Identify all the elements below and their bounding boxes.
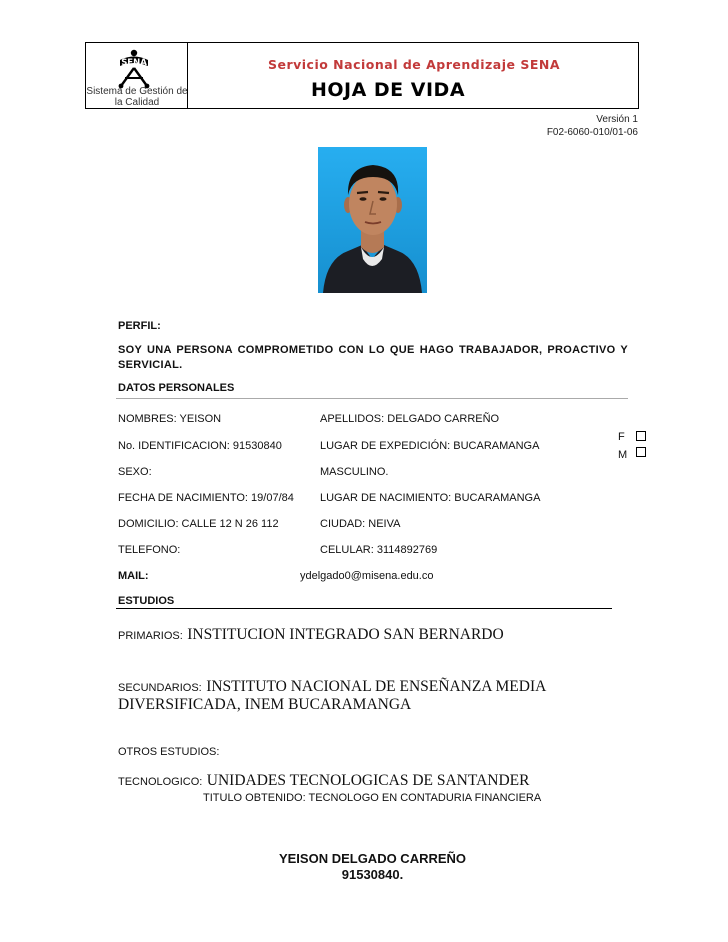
studies-rule <box>116 608 612 609</box>
field-mail-label: MAIL: <box>118 570 149 582</box>
personal-data-heading: DATOS PERSONALES <box>118 382 235 394</box>
studies-heading: ESTUDIOS <box>118 595 175 607</box>
secundarios-value-line2: DIVERSIFICADA, INEM BUCARAMANGA <box>118 696 412 713</box>
signature-id: 91530840. <box>341 867 404 882</box>
titulo-obtenido: TITULO OBTENIDO: TECNOLOGO EN CONTADURIA FINANCIERA <box>203 792 542 804</box>
document-title: HOJA DE VIDA <box>310 79 466 101</box>
field-ciudad: CIUDAD: NEIVA <box>320 518 401 530</box>
checkbox-mark-icon <box>641 452 646 457</box>
study-primarios <box>118 625 504 646</box>
secundarios-label: SECUNDARIOS: <box>118 682 202 694</box>
signature-name: YEISON DELGADO CARREÑO <box>278 851 467 866</box>
field-fecha-nacimiento: FECHA DE NACIMIENTO: 19/07/84 <box>118 492 294 504</box>
field-apellidos: APELLIDOS: DELGADO CARREÑO <box>320 413 500 425</box>
sena-logo-icon <box>111 49 157 89</box>
quality-system-label: Sistema de Gestión de la Calidad <box>86 86 188 108</box>
version-label: Versión 1 <box>596 114 638 125</box>
field-lugar-expedicion: LUGAR DE EXPEDICIÓN: BUCARAMANGA <box>320 440 540 452</box>
profile-photo <box>318 147 427 293</box>
profile-label: PERFIL: <box>118 320 161 332</box>
field-sexo-label: SEXO: <box>118 466 152 478</box>
field-lugar-nacimiento: LUGAR DE NACIMIENTO: BUCARAMANGA <box>320 492 541 504</box>
sex-m-checkbox[interactable] <box>636 447 646 457</box>
profile-text: SOY UNA PERSONA COMPROMETIDO CON LO QUE HAGO TRABAJADOR, PROACTIVO Y SERVICIAL. <box>118 344 628 371</box>
field-celular: CELULAR: 3114892769 <box>320 544 438 556</box>
primarios-label: PRIMARIOS: <box>118 630 183 642</box>
secundarios-value-line1: INSTITUTO NACIONAL DE ENSEÑANZA MEDIA <box>206 678 547 695</box>
tecnologico-value: UNIDADES TECNOLOGICAS DE SANTANDER <box>206 772 530 789</box>
field-mail-value: ydelgado0@misena.edu.co <box>300 570 434 582</box>
sex-f-label: F <box>618 431 625 443</box>
form-code: F02-6060-010/01-06 <box>546 127 638 138</box>
sex-f-checkbox[interactable] <box>636 431 646 441</box>
tecnologico-label: TECNOLOGICO: <box>118 776 203 788</box>
primarios-value: INSTITUCION INTEGRADO SAN BERNARDO <box>187 626 504 643</box>
document-header <box>85 42 639 109</box>
study-otros <box>118 741 219 762</box>
field-identificacion: No. IDENTIFICACION: 91530840 <box>118 440 282 452</box>
field-telefono: TELEFONO: <box>118 544 181 556</box>
field-nombres: NOMBRES: YEISON <box>118 413 222 425</box>
personal-data-rule <box>116 398 628 399</box>
version-block <box>547 113 638 139</box>
study-secundarios-cont <box>118 695 411 715</box>
logo-cell <box>86 43 188 108</box>
field-sexo-value: MASCULINO. <box>320 466 389 478</box>
organization-name: Servicio Nacional de Aprendizaje SENA <box>267 57 561 72</box>
study-tecnologico <box>118 771 529 792</box>
otros-label: OTROS ESTUDIOS: <box>118 746 220 758</box>
field-domicilio: DOMICILIO: CALLE 12 N 26 112 <box>118 518 279 530</box>
sex-m-label: M <box>618 449 628 461</box>
svg-text:SENA: SENA <box>121 58 147 68</box>
